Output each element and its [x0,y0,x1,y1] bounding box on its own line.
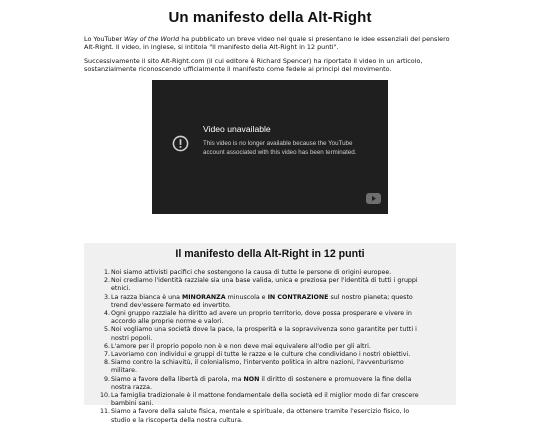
manifesto-heading: Il manifesto della Alt-Right in 12 punti [175,248,365,260]
emphasis-text: MINORANZA [181,293,226,301]
emphasis-text: NON [243,375,260,383]
list-item-text-part: La razza bianca è una [111,293,182,301]
video-unavailable-message: This video is no longer available because the YouTube account associated with this video has been terminated. [203,140,357,157]
manifesto-list [84,269,426,425]
list-item [102,294,426,310]
youtube-embed[interactable] [152,80,388,214]
list-item-text: Siamo a favore della salute fisica, mentale e spirituale, da ottenere tramite l'esercizio fisico, lo studio e la riscoperta della nostra cultura. [111,408,410,424]
youtuber-name: Way of the World [124,35,180,43]
list-item [102,359,426,375]
list-item-text-part: Siamo a favore della libertà di parola, ma [111,375,244,383]
list-item-text: L'amore per il proprio popolo non è e non deve mai equivalere all'odio per gli altri. [111,342,371,350]
list-item-number: 8. [103,359,110,367]
list-item-text-part: il diritto di sostenere e promuovere la fine della nostra razza. [111,375,412,391]
intro-paragraph-1 [84,35,456,51]
list-item-number: 5. [103,326,110,334]
manifesto-box [84,243,456,424]
page-title: Un manifesto della Alt-Right [168,9,372,26]
intro-paragraph-2: Successivamente il sito Alt-Right.com (il cui editore è Richard Spencer) ha riportato il video in un articolo, sostanzialmente riconoscendo ufficialmente il manifesto come fedele ai principi del movimento. [84,57,423,74]
list-item-number: 7. [103,351,110,359]
list-item-number: 6. [103,342,110,350]
list-item-number: 10. [99,392,110,400]
list-item-text [111,376,411,391]
list-item-text-part: minuscola e [225,293,268,301]
video-unavailable-title: Video unavailable [203,124,271,134]
list-item [99,392,426,408]
list-item [102,376,426,392]
list-item [102,277,426,293]
info-circle-icon [172,135,189,152]
list-item-number: 3. [103,293,110,301]
list-item [102,269,426,277]
intro-p1-start: Lo YouTuber [84,35,125,43]
list-item [102,310,426,326]
list-item-number: 9. [103,375,110,383]
list-item [102,343,426,351]
list-item-text: Siamo contro la schiavitù, il colonialismo, l'intervento politica in altre nazioni, l'avventurismo militare. [111,359,404,375]
list-item-number: 4. [103,310,110,318]
list-item-number: 11. [99,408,110,416]
list-item [99,408,426,424]
intro-p1-end: ha pubblicato un breve video nel quale si presentano le idee essenziali del pensiero Alt-Right. Il video, in inglese, si intitola "Il manifesto della Alt-Right in 12 punti". [84,35,450,52]
emphasis-text: IN CONTRAZIONE [267,293,329,301]
list-item-number: 1. [103,269,110,276]
list-item-text: Noi vogliamo una società dove la pace, la prosperità e la sopravvivenza sono garantite per tutti i nostri popoli. [111,326,417,342]
list-item-text: Noi siamo attivisti pacifici che sostengono la causa di tutte le persone di origini europee. [111,269,392,276]
list-item [102,351,426,359]
list-item-text: Lavoriamo con individui e gruppi di tutte le razze e le culture che condividano i nostri obiettivi. [111,351,411,359]
list-item-text [111,294,413,309]
list-item [102,326,426,342]
list-item-text: La famiglia tradizionale è il mattone fondamentale della società ed il miglior modo di far crescere bambini sani. [111,392,419,408]
list-item-text-part: sul nostro pianeta; questo trend dev'essere fermato ed invertito. [111,293,413,309]
list-item-number: 2. [103,277,110,285]
list-item-text: Ogni gruppo razziale ha diritto ad avere un proprio territorio, dove possa prosperare e vivere in accordo alle proprie norme e valori. [111,310,412,326]
list-item-text: Noi crediamo l'identità razziale sia una base valida, unica e preziosa per l'identità di tutti i gruppi etnici. [111,277,418,293]
youtube-logo-icon[interactable] [366,193,381,204]
